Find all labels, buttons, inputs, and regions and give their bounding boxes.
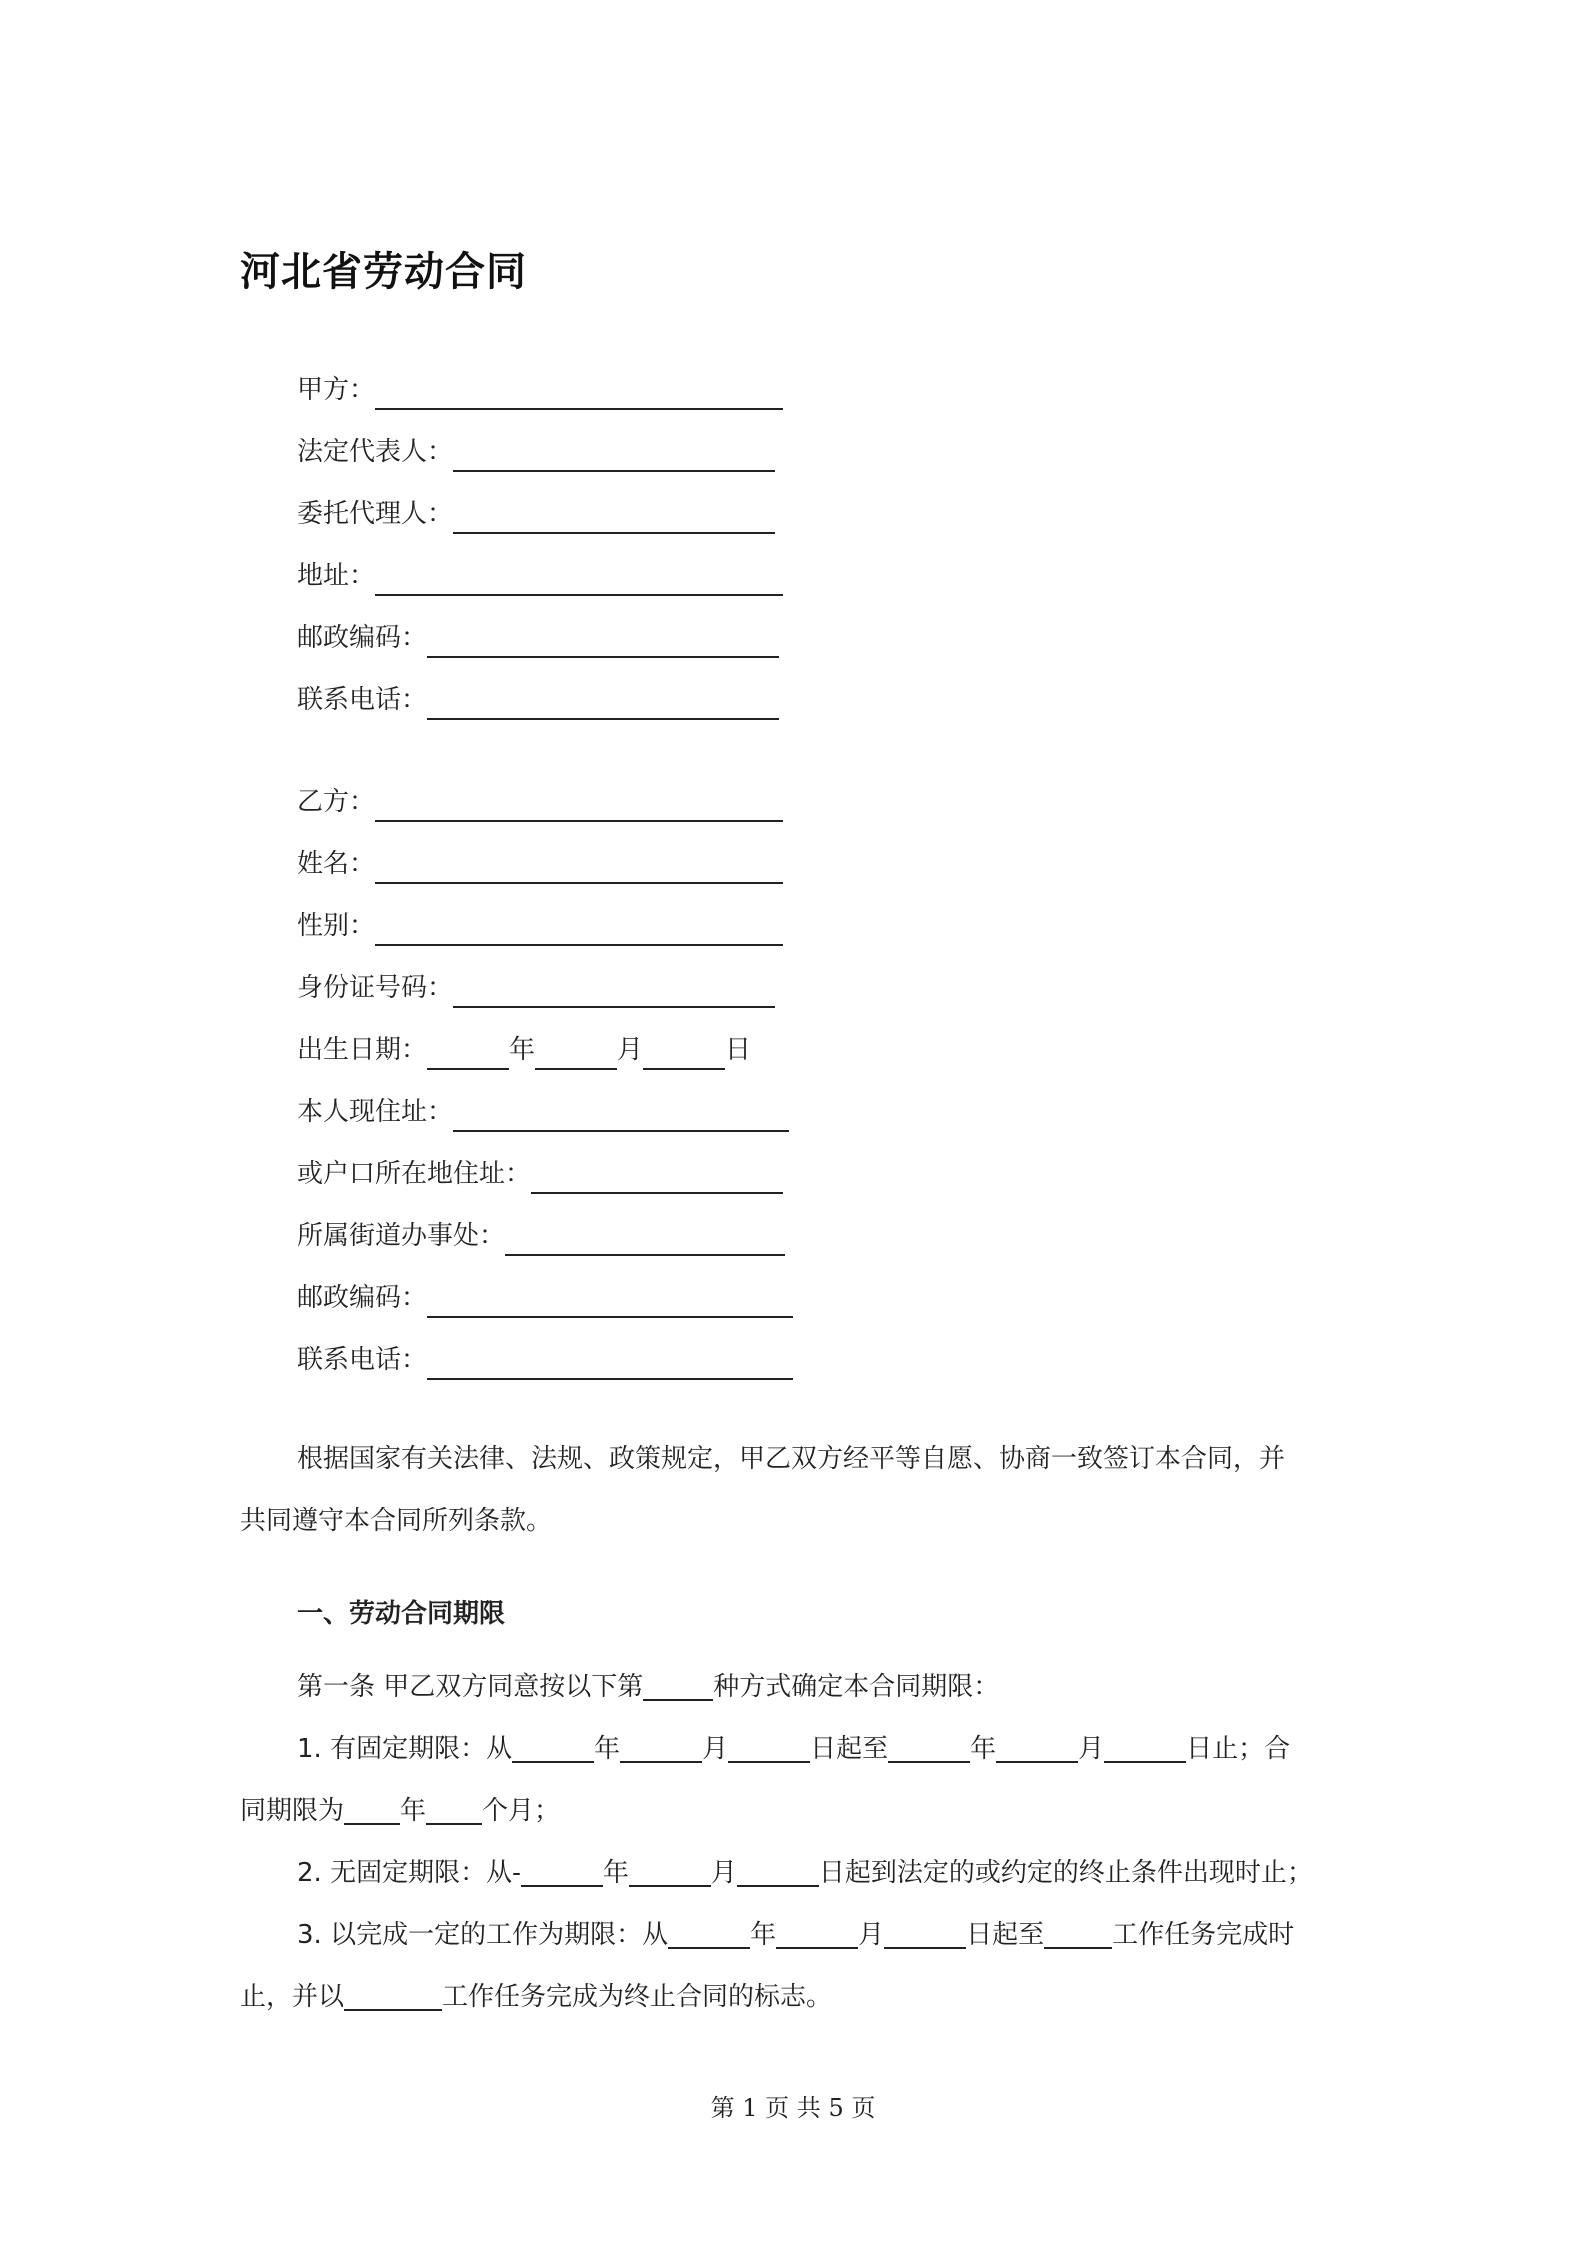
party-b-field: [297, 1336, 793, 1380]
fill-blank[interactable]: [427, 688, 779, 720]
intro-line: 共同遵守本合同所列条款。: [240, 1506, 553, 1536]
field-label: 身份证号码：: [297, 973, 454, 1003]
field-label: 或户口所在地住址：: [297, 1159, 532, 1189]
fill-blank[interactable]: [996, 1731, 1078, 1763]
fill-blank[interactable]: [375, 564, 783, 596]
fill-blank[interactable]: [535, 1038, 617, 1070]
fill-blank[interactable]: [643, 1669, 713, 1701]
fill-blank[interactable]: [375, 378, 783, 410]
fill-blank[interactable]: [453, 502, 775, 534]
year-label: 年: [602, 1858, 629, 1888]
field-label: 邮政编码：: [297, 1283, 428, 1313]
item-text: 日起至: [810, 1734, 889, 1764]
item-text: 工作任务完成为终止合同的标志。: [442, 1982, 833, 2012]
fill-blank[interactable]: [375, 852, 783, 884]
fill-blank[interactable]: [505, 1224, 785, 1256]
item-number: 3.: [297, 1920, 331, 1950]
fill-blank[interactable]: [668, 1917, 750, 1949]
fill-blank[interactable]: [453, 1100, 789, 1132]
fill-blank[interactable]: [1044, 1917, 1112, 1949]
fill-blank[interactable]: [427, 626, 779, 658]
fill-blank[interactable]: [629, 1855, 711, 1887]
month-label: 月: [702, 1734, 729, 1764]
field-label: 联系电话：: [297, 1345, 428, 1375]
month-label: 月: [710, 1858, 737, 1888]
field-label: 地址：: [297, 561, 376, 591]
fill-blank[interactable]: [737, 1855, 819, 1887]
fill-blank[interactable]: [453, 440, 775, 472]
fill-blank[interactable]: [531, 1162, 783, 1194]
fill-blank[interactable]: [344, 1793, 400, 1825]
fill-blank[interactable]: [375, 914, 783, 946]
field-label: 委托代理人：: [297, 499, 454, 529]
field-label: 甲方：: [297, 375, 376, 405]
item-text: 个月；: [482, 1796, 561, 1826]
month-label: 月: [1078, 1734, 1105, 1764]
year-label: 年: [509, 1035, 536, 1065]
party-a-field: [297, 614, 779, 658]
clause-1: [240, 1656, 1350, 1718]
party-b-field: [297, 778, 783, 822]
birth-date-field: [297, 1026, 751, 1070]
section-heading: 一、劳动合同期限: [297, 1599, 506, 1629]
fill-blank[interactable]: [427, 1348, 793, 1380]
field-label: 性别：: [297, 911, 376, 941]
party-a-field: [297, 676, 779, 720]
item-text: 日起到法定的或约定的终止条件出现时止；: [818, 1858, 1313, 1888]
intro-line: 根据国家有关法律、法规、政策规定，甲乙双方经平等自愿、协商一致签订本合同，并: [297, 1444, 1286, 1474]
fill-blank[interactable]: [643, 1038, 725, 1070]
fill-blank[interactable]: [1104, 1731, 1186, 1763]
fill-blank[interactable]: [888, 1731, 970, 1763]
item-text: 止，并以: [240, 1982, 345, 2012]
fill-blank[interactable]: [453, 976, 775, 1008]
item-text: 工作任务完成时: [1112, 1920, 1295, 1950]
fill-blank[interactable]: [728, 1731, 810, 1763]
item-text: 有固定期限：从: [330, 1734, 513, 1764]
item-text: 无固定期限：从-: [330, 1858, 521, 1888]
fill-blank[interactable]: [776, 1917, 858, 1949]
party-b-field: [297, 1274, 793, 1318]
year-label: 年: [400, 1796, 427, 1826]
item-text: 日止；合: [1186, 1734, 1291, 1764]
clause-text: 种方式确定本合同期限：: [713, 1672, 1000, 1702]
month-label: 月: [617, 1035, 644, 1065]
clause-item-3: [240, 1904, 1350, 2028]
year-label: 年: [750, 1920, 777, 1950]
day-label: 日: [725, 1035, 752, 1065]
clause-text: 第一条 甲乙双方同意按以下第: [297, 1672, 644, 1702]
item-text: 日起至: [966, 1920, 1045, 1950]
fill-blank[interactable]: [344, 1979, 442, 2011]
item-number: 1.: [297, 1734, 331, 1764]
party-a-field: [297, 366, 783, 410]
fill-blank[interactable]: [884, 1917, 966, 1949]
intro-paragraph: [240, 1428, 1350, 1552]
clause-item-2: [240, 1842, 1350, 1904]
fill-blank[interactable]: [521, 1855, 603, 1887]
party-b-field: [297, 964, 775, 1008]
year-label: 年: [970, 1734, 997, 1764]
party-b-field: [297, 840, 783, 884]
party-a-field: [297, 490, 775, 534]
fill-blank[interactable]: [427, 1038, 509, 1070]
party-b-field: [297, 1212, 785, 1256]
clause-item-1: [240, 1718, 1350, 1842]
field-label: 出生日期：: [297, 1035, 428, 1065]
party-b-field: [297, 1088, 789, 1132]
party-b-field: [297, 1150, 783, 1194]
field-label: 联系电话：: [297, 685, 428, 715]
year-label: 年: [594, 1734, 621, 1764]
field-label: 本人现住址：: [297, 1097, 454, 1127]
item-text: 同期限为: [240, 1796, 345, 1826]
item-number: 2.: [297, 1858, 331, 1888]
document-title: 河北省劳动合同: [240, 249, 527, 295]
party-a-field: [297, 428, 775, 472]
field-label: 邮政编码：: [297, 623, 428, 653]
fill-blank[interactable]: [426, 1793, 482, 1825]
party-b-field: [297, 902, 783, 946]
fill-blank[interactable]: [512, 1731, 594, 1763]
party-a-field: [297, 552, 783, 596]
field-label: 法定代表人：: [297, 437, 454, 467]
field-label: 所属街道办事处：: [297, 1221, 506, 1251]
fill-blank[interactable]: [427, 1286, 793, 1318]
field-label: 姓名：: [297, 849, 376, 879]
fill-blank[interactable]: [375, 790, 783, 822]
field-label: 乙方：: [297, 787, 376, 817]
item-text: 以完成一定的工作为期限：从: [330, 1920, 669, 1950]
month-label: 月: [858, 1920, 885, 1950]
fill-blank[interactable]: [620, 1731, 702, 1763]
page-footer: 第 1 页 共 5 页: [710, 2094, 876, 2122]
